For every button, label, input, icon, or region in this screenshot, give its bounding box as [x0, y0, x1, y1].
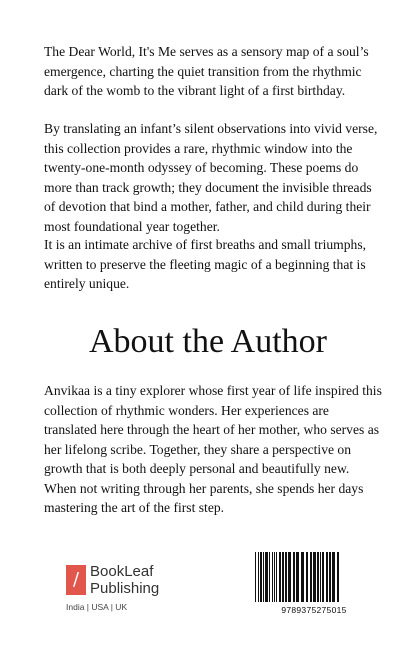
author-bio: Anvikaa is a tiny explorer whose first year of life inspired this collection of rhythmic wonders. Her experiences are translated here through the heart of her mother, who serves as her lifelong scribe. Together, they share a perspective on growth that is both deeply personal and beautifully new. When not writing through her parents, she spends her days mastering the art of the first step.	[44, 383, 382, 515]
barcode-bar	[282, 552, 284, 602]
barcode-bar	[329, 552, 331, 602]
isbn-barcode	[253, 552, 375, 602]
isbn-number: 9789375275015	[281, 605, 347, 615]
description-paragraph-1: The Dear World, It's Me serves as a sensory map of a soul’s emergence, charting the quiet transition from the rhythmic dark of the womb to the vibrant light of a first birthday.	[44, 44, 369, 98]
publisher-name-line-1: BookLeaf	[90, 563, 154, 580]
barcode-bar	[263, 552, 264, 602]
publisher-name-line-2: Publishing	[90, 580, 160, 597]
barcode-bar	[317, 552, 319, 602]
barcode-bar	[288, 552, 291, 602]
barcode-bar	[313, 552, 316, 602]
barcode-bar	[272, 552, 273, 602]
barcode-bar	[296, 552, 299, 602]
barcode-bar	[269, 552, 270, 602]
description-paragraph-2: By translating an infant’s silent observations into vivid verse, this collection provides a rare, rhythmic window into the twenty-one-month odyssey of becoming. These poems do more than track growth; they document the invisible threads of devotion that bind a mother, father, and child during their most foundational year together.	[44, 121, 378, 234]
barcode-bar	[326, 552, 328, 602]
publisher-logo-slash: /	[72, 569, 80, 590]
barcode-bar	[310, 552, 312, 602]
about-author-heading: About the Author	[89, 323, 327, 360]
publisher-regions: India | USA | UK	[66, 602, 128, 612]
barcode-bar	[265, 552, 268, 602]
publisher-logo	[66, 563, 196, 613]
barcode-bar	[332, 552, 335, 602]
barcode-bar	[301, 552, 304, 602]
barcode-bar	[285, 552, 287, 602]
barcode-bar	[260, 552, 262, 602]
barcode-bar	[255, 552, 256, 602]
barcode-bar	[279, 552, 281, 602]
barcode-bar	[276, 552, 277, 602]
barcode-bar	[274, 552, 275, 602]
barcode-bar	[293, 552, 295, 602]
barcode-bar	[320, 552, 321, 602]
barcode-bar	[258, 552, 259, 602]
barcode-bar	[322, 552, 324, 602]
barcode-bar	[337, 552, 339, 602]
description-paragraph-3: It is an intimate archive of first breaths and small triumphs, written to preserve the fleeting magic of a beginning that is entirely unique.	[44, 237, 367, 291]
barcode-bar	[306, 552, 308, 602]
